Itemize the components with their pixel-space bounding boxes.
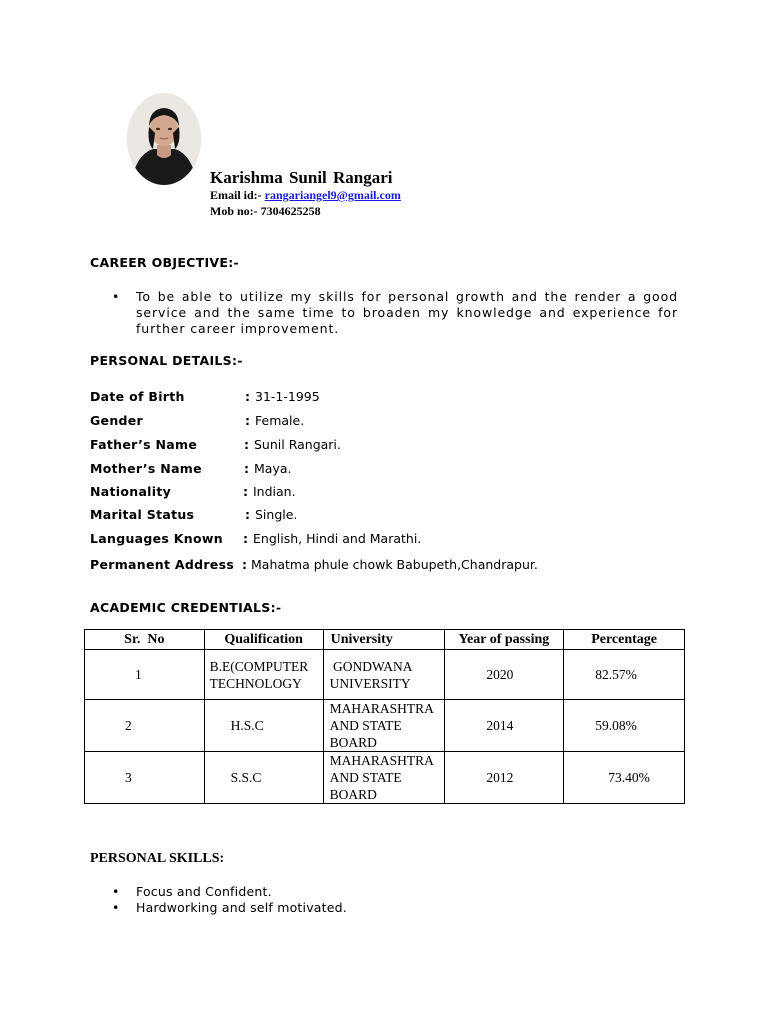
university-line: AND STATE: [329, 770, 402, 785]
detail-colon: :: [243, 484, 248, 499]
column-header: Qualification: [204, 630, 323, 650]
qualification-line: TECHNOLOGY: [209, 675, 302, 691]
table-row: [85, 650, 685, 700]
year-of-passing: 2020: [486, 666, 514, 682]
detail-row-languages: [90, 531, 690, 549]
list-item: [112, 884, 347, 900]
percentage: 82.57%: [595, 666, 637, 682]
email-link[interactable]: rangariangel9@gmail.com: [264, 188, 401, 202]
detail-row-address: [90, 557, 690, 575]
detail-value: Sunil Rangari.: [254, 437, 341, 452]
sr-number: 2: [124, 717, 132, 733]
percentage: 59.08%: [595, 717, 637, 733]
bullet-icon: •: [112, 900, 120, 915]
university-line: BOARD: [329, 787, 377, 802]
career-objective-heading: CAREER OBJECTIVE:-: [90, 255, 240, 270]
detail-label: Nationality: [90, 484, 172, 499]
detail-colon: :: [245, 413, 250, 428]
sr-number: 3: [124, 769, 132, 785]
skill-text: Hardworking and self motivated.: [136, 900, 347, 915]
detail-row-nationality: [90, 484, 690, 502]
skill-text: Focus and Confident.: [136, 884, 272, 899]
detail-colon: :: [242, 557, 247, 572]
detail-row-father: [90, 437, 690, 455]
career-objective-text: To be able to utilize my skills for personal growth and the render a good service and the same time to broaden my knowledge and experience for further career improvement.: [136, 289, 678, 336]
detail-row-dob: [90, 389, 690, 407]
column-header: University: [323, 630, 444, 650]
detail-value: English, Hindi and Marathi.: [253, 531, 422, 546]
column-header: Sr. No: [85, 630, 205, 650]
qualification-line: B.E(COMPUTER: [209, 658, 309, 674]
detail-value: Maya.: [254, 461, 292, 476]
qualification-line: H.S.C: [230, 718, 264, 733]
career-objective-item: [112, 289, 678, 337]
bullet-icon: •: [112, 884, 120, 899]
academic-table: [84, 629, 685, 804]
column-header: Year of passing: [444, 630, 564, 650]
detail-value: Indian.: [253, 484, 296, 499]
detail-label: Permanent Address: [90, 557, 235, 572]
sr-number: 1: [134, 666, 142, 682]
year-of-passing: 2014: [486, 717, 514, 733]
detail-label: Languages Known: [90, 531, 223, 546]
mobile-number: Mob no:- 7304625258: [210, 204, 321, 218]
university-line: GONDWANA: [329, 658, 413, 674]
percentage: 73.40%: [608, 769, 650, 785]
table-row: [85, 700, 685, 752]
detail-label: Date of Birth: [90, 389, 185, 404]
university-line: UNIVERSITY: [329, 675, 411, 691]
detail-label: Marital Status: [90, 507, 195, 522]
personal-skills-heading: PERSONAL SKILLS:: [90, 851, 225, 866]
qualification-line: S.S.C: [230, 770, 262, 785]
university-line: MAHARASHTRA: [329, 753, 434, 768]
table-row: [85, 752, 685, 804]
bullet-icon: •: [112, 289, 121, 304]
university-line: BOARD: [329, 735, 377, 750]
detail-value: 31-1-1995: [255, 389, 320, 404]
email-label: Email id:-: [210, 188, 262, 202]
list-item: [112, 900, 347, 916]
detail-value: Single.: [255, 507, 298, 522]
personal-details-heading: PERSONAL DETAILS:-: [90, 353, 243, 368]
detail-row-mother: [90, 461, 690, 479]
year-of-passing: 2012: [486, 769, 514, 785]
detail-colon: :: [245, 507, 250, 522]
column-header: Percentage: [564, 630, 685, 650]
detail-value: Female.: [255, 413, 305, 428]
detail-colon: :: [244, 437, 249, 452]
candidate-name: Karishma Sunil Rangari: [210, 168, 393, 187]
detail-colon: :: [243, 531, 248, 546]
detail-label: Gender: [90, 413, 144, 428]
detail-label: Mother’s Name: [90, 461, 202, 476]
table-header-row: [85, 630, 685, 650]
detail-value: Mahatma phule chowk Babupeth,Chandrapur.: [251, 557, 538, 572]
detail-colon: :: [245, 389, 250, 404]
profile-photo: [127, 93, 201, 185]
detail-row-marital: [90, 507, 690, 525]
university-line: AND STATE: [329, 718, 402, 733]
academic-credentials-heading: ACADEMIC CREDENTIALS:-: [90, 600, 282, 615]
detail-row-gender: [90, 413, 690, 431]
detail-label: Father’s Name: [90, 437, 198, 452]
skills-list: [112, 884, 347, 916]
email-line: [210, 188, 401, 203]
detail-colon: :: [244, 461, 249, 476]
university-line: MAHARASHTRA: [329, 701, 434, 716]
